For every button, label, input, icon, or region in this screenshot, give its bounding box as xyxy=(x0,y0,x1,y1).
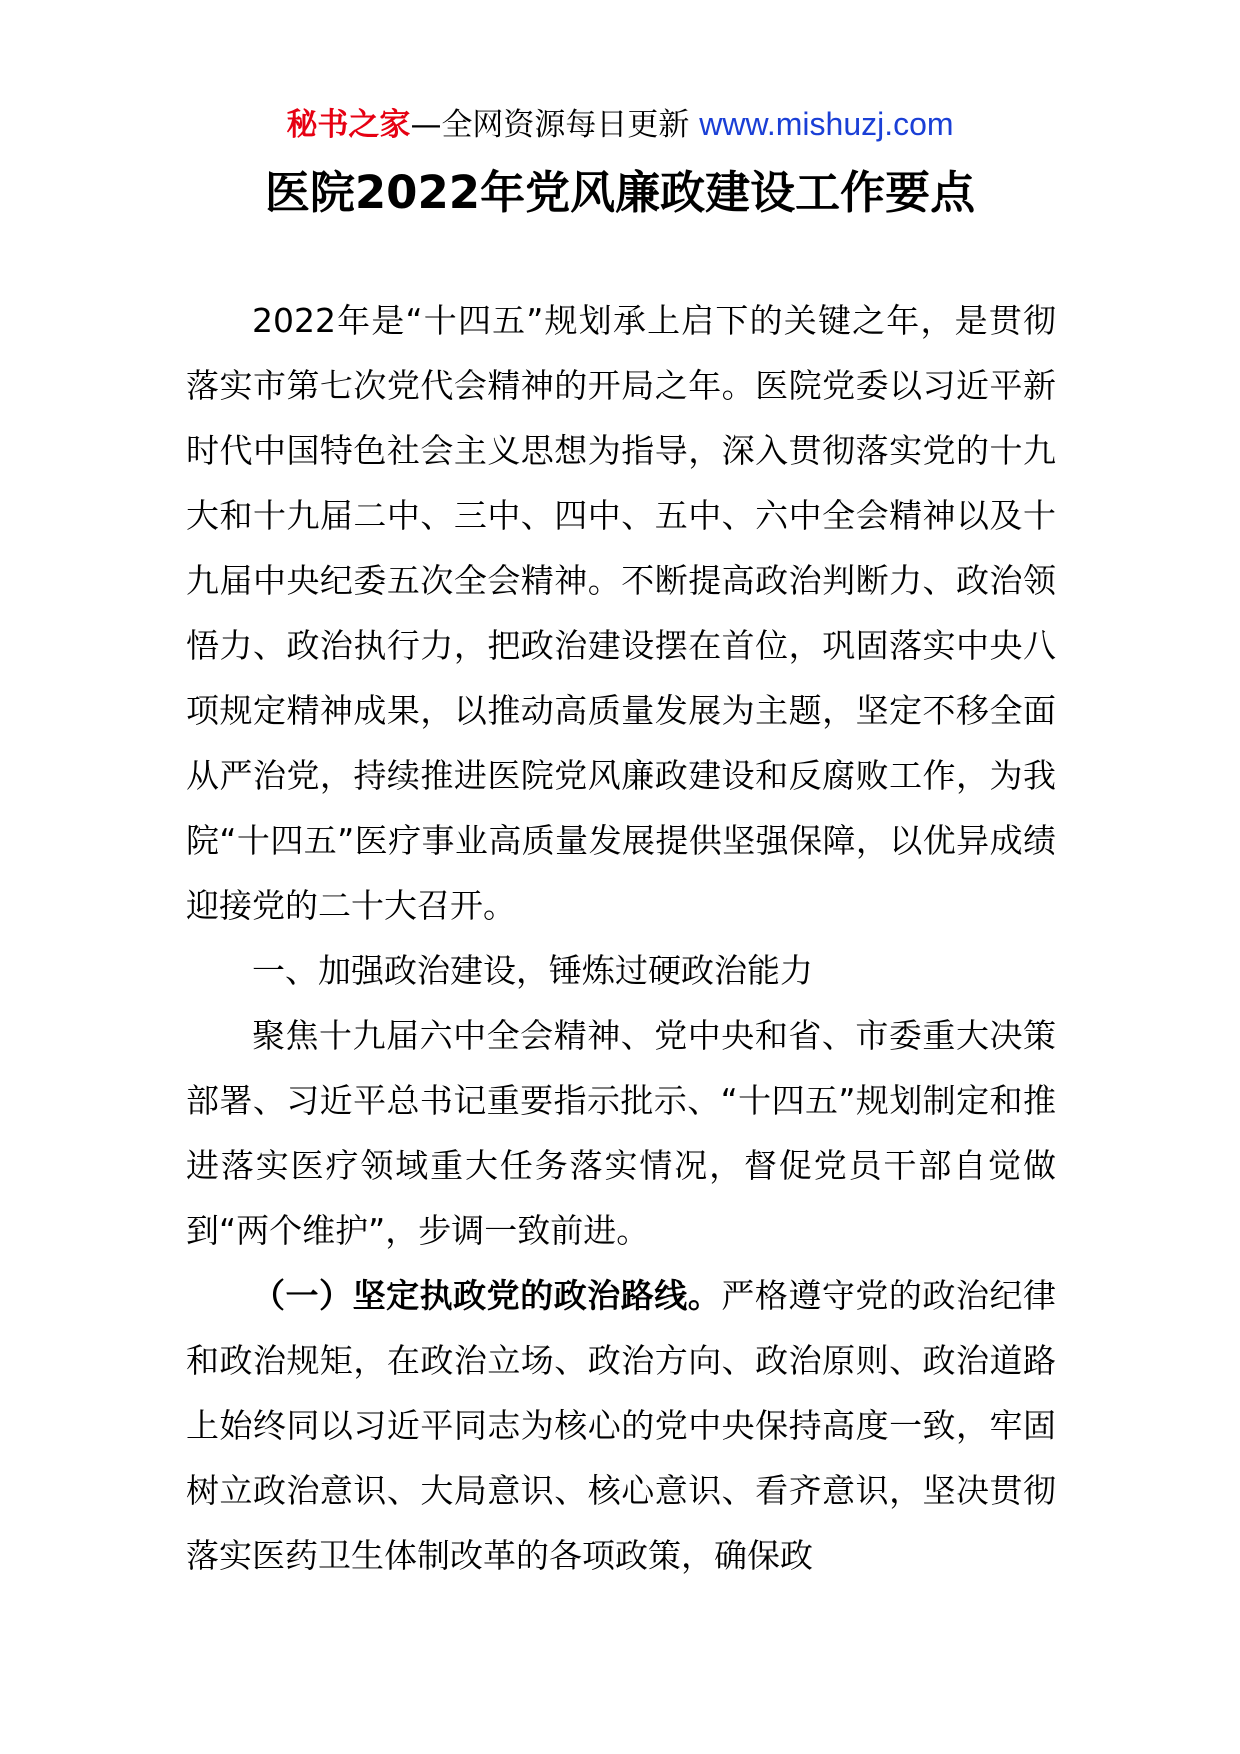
intro-paragraph: 2022年是“十四五”规划承上启下的关键之年，是贯彻落实市第七次党代会精神的开局之年。医院党委以习近平新时代中国特色社会主义思想为指导，深入贯彻落实党的十九大和十九届二中、三中、四中、五中、六中全会精神以及十九届中央纪委五次全会精神。不断提高政治判断力、政治领悟力、政治执行力，把政治建设摆在首位，巩固落实中央八项规定精神成果，以推动高质量发展为主题，坚定不移全面从严治党，持续推进医院党风廉政建设和反腐败工作，为我院“十四五”医疗事业高质量发展提供坚强保障，以优异成绩迎接党的二十大召开。 xyxy=(186,301,1056,925)
watermark-url: www.mishuzj.com xyxy=(699,106,954,142)
document-body xyxy=(186,288,1056,1588)
item-1-text: 严格遵守党的政治纪律和政治规矩，在政治立场、政治方向、政治原则、政治道路上始终同以习近平同志为核心的党中央保持高度一致，牢固树立政治意识、大局意识、核心意识、看齐意识，坚决贯彻落实医药卫生体制改革的各项政策，确保政 xyxy=(186,1276,1057,1575)
document-title: 医院2022年党风廉政建设工作要点 xyxy=(264,166,976,219)
item-1-lead: （一）坚定执政党的政治路线。 xyxy=(252,1276,722,1315)
watermark-banner xyxy=(0,102,1240,147)
watermark-slogan: —全网资源每日更新 xyxy=(410,107,700,143)
section-1-heading: 一、加强政治建设，锤炼过硬政治能力 xyxy=(252,951,813,990)
item-1-paragraph xyxy=(186,1263,1056,1588)
section-1-paragraph: 聚焦十九届六中全会精神、党中央和省、市委重大决策部署、习近平总书记重要指示批示、“十四五”规划制定和推进落实医疗领域重大任务落实情况，督促党员干部自觉做到“两个维护”，步调一致前进。 xyxy=(186,1016,1056,1250)
watermark-brand: 秘书之家 xyxy=(286,107,411,143)
